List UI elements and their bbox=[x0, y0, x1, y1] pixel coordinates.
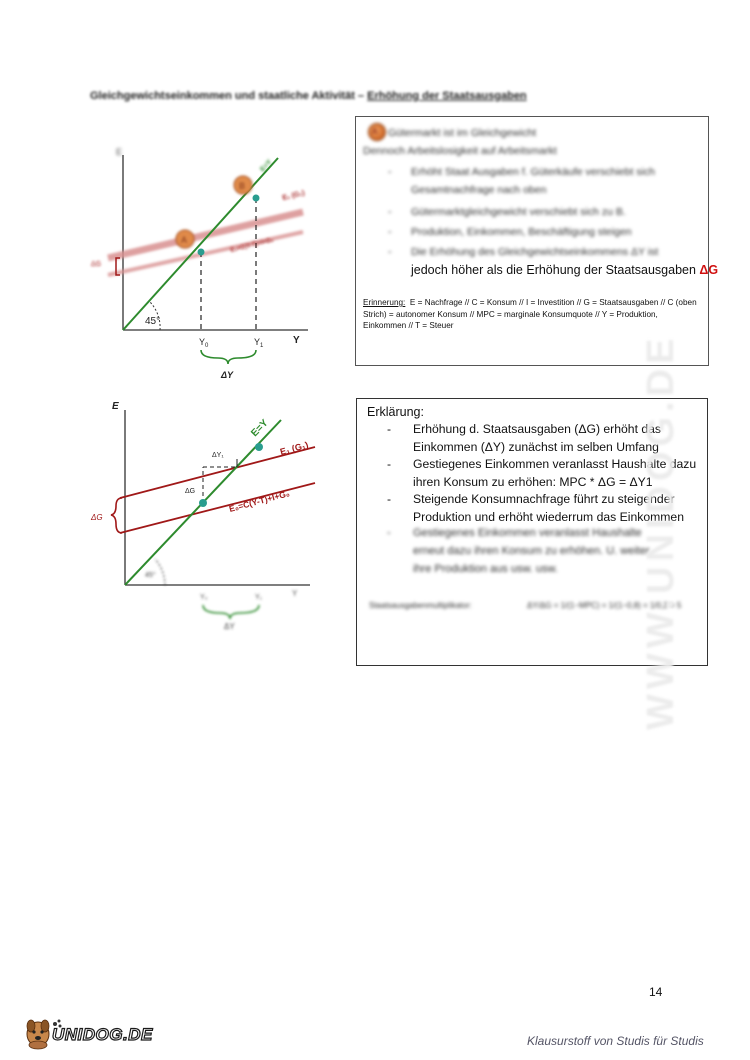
g1-y-label: Y bbox=[293, 335, 300, 346]
box1-delta-g-red: ΔG bbox=[699, 263, 719, 277]
box1-note bbox=[363, 297, 703, 332]
box1-line-1: Gütermarkt ist im Gleichgewicht bbox=[388, 127, 537, 139]
box1-blurred-content bbox=[356, 117, 708, 265]
g1-y1-label: $Y_1$ bbox=[254, 337, 264, 349]
title-part-main: Gleichgewichtseinkommen und staatliche Aktivität – bbox=[90, 90, 368, 102]
g1-badge-b-text: B bbox=[239, 181, 246, 191]
box2-item-2: - Gestiegenes Einkommen veranlasst Haushalte dazu ihren Konsum zu erhöhen: MPC * ΔG = ΔY1 bbox=[387, 456, 703, 491]
g2-delta-g-inner: ΔG bbox=[185, 488, 196, 495]
g1-e1-label: E₁ (G₁) bbox=[281, 189, 306, 202]
box2-item-3-text: Steigende Konsumnachfrage führt zu steigender Produktion und erhöht wiederrum das Einkommen bbox=[413, 492, 684, 524]
g2-e0-label: E₀=C(Y-T)+I+G₀ bbox=[227, 488, 291, 514]
box2-blur-line-3: ihre Produktion aus usw. usw. bbox=[413, 563, 558, 575]
g2-delta-y1: ΔY₁ bbox=[212, 452, 224, 459]
box2-blur-line-2: erneut dazu ihren Konsum zu erhöhen. U. weiter bbox=[413, 545, 650, 557]
g1-delta-y-brace bbox=[201, 350, 256, 364]
g2-point-1 bbox=[255, 443, 263, 451]
g1-e-label: E bbox=[116, 147, 123, 157]
box2-item-1: - Erhöhung d. Staatsausgaben (ΔG) erhöht das Einkommen (ΔY) zunächst im selben Umfang bbox=[387, 421, 703, 456]
logo-text: UNIDOG.DE bbox=[52, 1025, 153, 1044]
g2-y1-label: Y₁ bbox=[255, 594, 263, 601]
box1-note-text: E = Nachfrage // C = Konsum // I = Investition // G = Staatsausgaben // C (oben Strich) = autonomer Konsum // MPC = marginale Konsumquote // Y = Produktion, Einkommen // T = Steuer bbox=[363, 298, 697, 330]
g1-badge-a-text: A bbox=[181, 235, 188, 245]
box1-sharp-text: jedoch höher als die Erhöhung der Staatsausgaben bbox=[411, 263, 696, 277]
box2-blur-dash: - bbox=[387, 527, 391, 539]
box1-dash-1: - bbox=[388, 166, 392, 178]
box1-dash-2: - bbox=[388, 206, 392, 218]
g2-delta-g-brace bbox=[111, 498, 122, 533]
box1-bullet-1: Erhöht Staat Ausgaben f. Güterkäufe verschiebt sich bbox=[411, 166, 655, 178]
box1-line-2: Dennoch Arbeitslosigkeit auf Arbeitsmarkt bbox=[363, 145, 557, 157]
box2-item-1-text: Erhöhung d. Staatsausgaben (ΔG) erhöht das Einkommen (ΔY) zunächst im selben Umfang bbox=[413, 422, 661, 454]
g1-angle-label: 45° bbox=[145, 316, 161, 327]
box1-note-label: Erinnerung: bbox=[363, 298, 406, 307]
g1-e0-label: E₀=C(Y-T)+I+G₀ bbox=[230, 237, 275, 254]
page-number: 14 bbox=[649, 985, 663, 999]
box2-item-3: - Steigende Konsumnachfrage führt zu steigender Produktion und erhöht wiederrum das Einkommen bbox=[387, 491, 703, 526]
g2-e-label: E bbox=[112, 401, 119, 412]
box2-item-2-text: Gestiegenes Einkommen veranlasst Haushalte dazu ihren Konsum zu erhöhen: MPC * ΔG = ΔY1 bbox=[413, 457, 697, 489]
title-part-underlined: Erhöhung der Staatsausgaben bbox=[367, 90, 527, 102]
box1-bullet-4: Die Erhöhung des Gleichgewichtseinkommens ΔY ist bbox=[411, 246, 659, 258]
info-box-1 bbox=[355, 116, 719, 366]
box1-bullet-1b: Gesamtnachfrage nach oben bbox=[411, 184, 547, 196]
g2-y0-label: Y₀ bbox=[200, 594, 208, 601]
g2-angle-label: 45° bbox=[145, 572, 156, 579]
box1-dash-4: - bbox=[388, 246, 392, 258]
g1-ey-label: E=Y bbox=[259, 158, 274, 174]
box1-badge-text: A bbox=[372, 127, 378, 136]
graph-1 bbox=[88, 140, 328, 385]
footer-tagline: Klausurstoff von Studis für Studis bbox=[527, 1034, 704, 1048]
g2-angle-arc bbox=[155, 559, 165, 585]
box1-bullet-3: Produktion, Einkommen, Beschäftigung steigen bbox=[411, 226, 632, 238]
graph-2 bbox=[85, 395, 335, 635]
box2-heading: Erklärung: bbox=[367, 405, 424, 419]
g1-delta-g: ΔG bbox=[91, 261, 102, 268]
g1-y0-label: $Y_0$ bbox=[199, 337, 209, 349]
box1-sharp-line bbox=[411, 263, 718, 277]
g1-point-a bbox=[198, 249, 205, 256]
g2-y-label: Y bbox=[292, 589, 298, 598]
box2-blur-line-1: Gestiegenes Einkommen veranlasst Haushalte bbox=[413, 527, 642, 539]
box1-bullet-2: Gütermarktgleichgewicht verschiebt sich zu B. bbox=[411, 206, 626, 218]
watermark: WWW.UNIDOG.DE bbox=[640, 333, 682, 730]
box1-dash-3: - bbox=[388, 226, 392, 238]
g1-point-b bbox=[253, 195, 260, 202]
g1-e1-line bbox=[108, 212, 303, 258]
g2-point-0 bbox=[199, 499, 207, 507]
box2-formula: ΔY/ΔG = 1/(1−MPC) = 1/(1−0,8) = 1/0,2 = 5 bbox=[527, 601, 682, 610]
box2-formula-label: Staatsausgabenmultiplikator: bbox=[369, 601, 472, 610]
g2-delta-y: ΔY bbox=[224, 622, 235, 631]
g2-delta-y-brace bbox=[203, 605, 259, 619]
g2-e1-label: E₁ (G₁) bbox=[278, 439, 310, 457]
g2-delta-g: ΔG bbox=[91, 513, 103, 522]
g1-delta-y: ΔY bbox=[221, 370, 234, 380]
g2-ey-label: E=Y bbox=[249, 417, 271, 440]
page-title bbox=[90, 90, 527, 102]
